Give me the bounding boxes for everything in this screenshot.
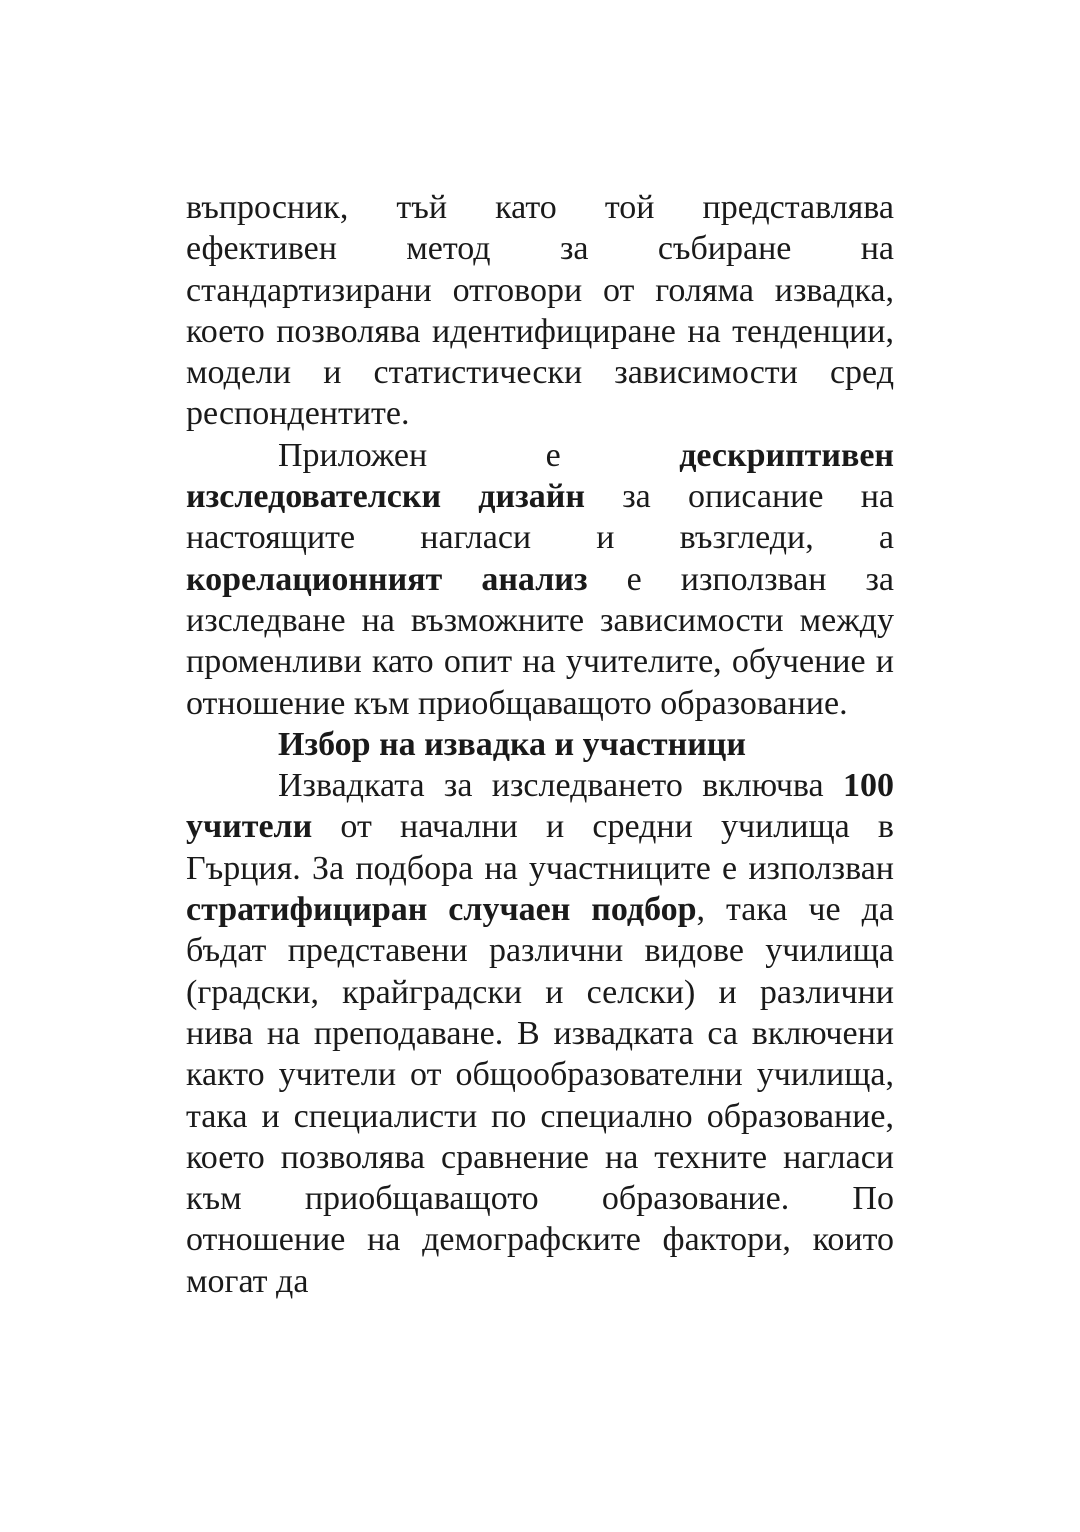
text-run: за описание на настоящите нагласи и възгледи, а — [186, 478, 894, 557]
bold-term-correlation-analysis: корелационният анализ — [186, 560, 588, 598]
bold-term-teacher-count: 100 учители — [186, 767, 894, 846]
section-heading: Избор на извадка и участници — [278, 725, 746, 763]
paragraph-sample — [186, 765, 894, 1302]
bold-term-descriptive-design: дескриптивен изследователски дизайн — [186, 436, 894, 516]
document-page — [186, 187, 894, 1302]
paragraph-questionnaire: въпросник, тъй като той представлява ефективен метод за събиране на стандартизирани отговори от голяма извадка, което позволява идентифициране на тенденции, модели и статистически зависимости сред респондентите. — [186, 189, 894, 433]
text-run: Извадката за изследването включва — [278, 767, 843, 805]
text-run: Приложен е — [278, 436, 680, 474]
text-run: , така че да бъдат представени различни видове училища (градски, крайградски и селски) и различни нива на преподаване. В извадката са включени както учители от общообразователни училища, така и специалисти по специално образование, което позволява сравнение на техните нагласи към приобщаващото образование. По отношение на демографските фактори, които могат да — [186, 891, 894, 1300]
bold-term-stratified-sampling: стратифициран случаен подбор — [186, 891, 697, 929]
text-run: от начални и средни училища в Гърция. За подбора на участниците е използван — [186, 808, 894, 887]
paragraph-research-design — [186, 435, 894, 724]
text-run: е използван за изследване на възможните зависимости между променливи като опит на учителите, обучение и отношение към приобщаващото образование. — [186, 560, 894, 722]
